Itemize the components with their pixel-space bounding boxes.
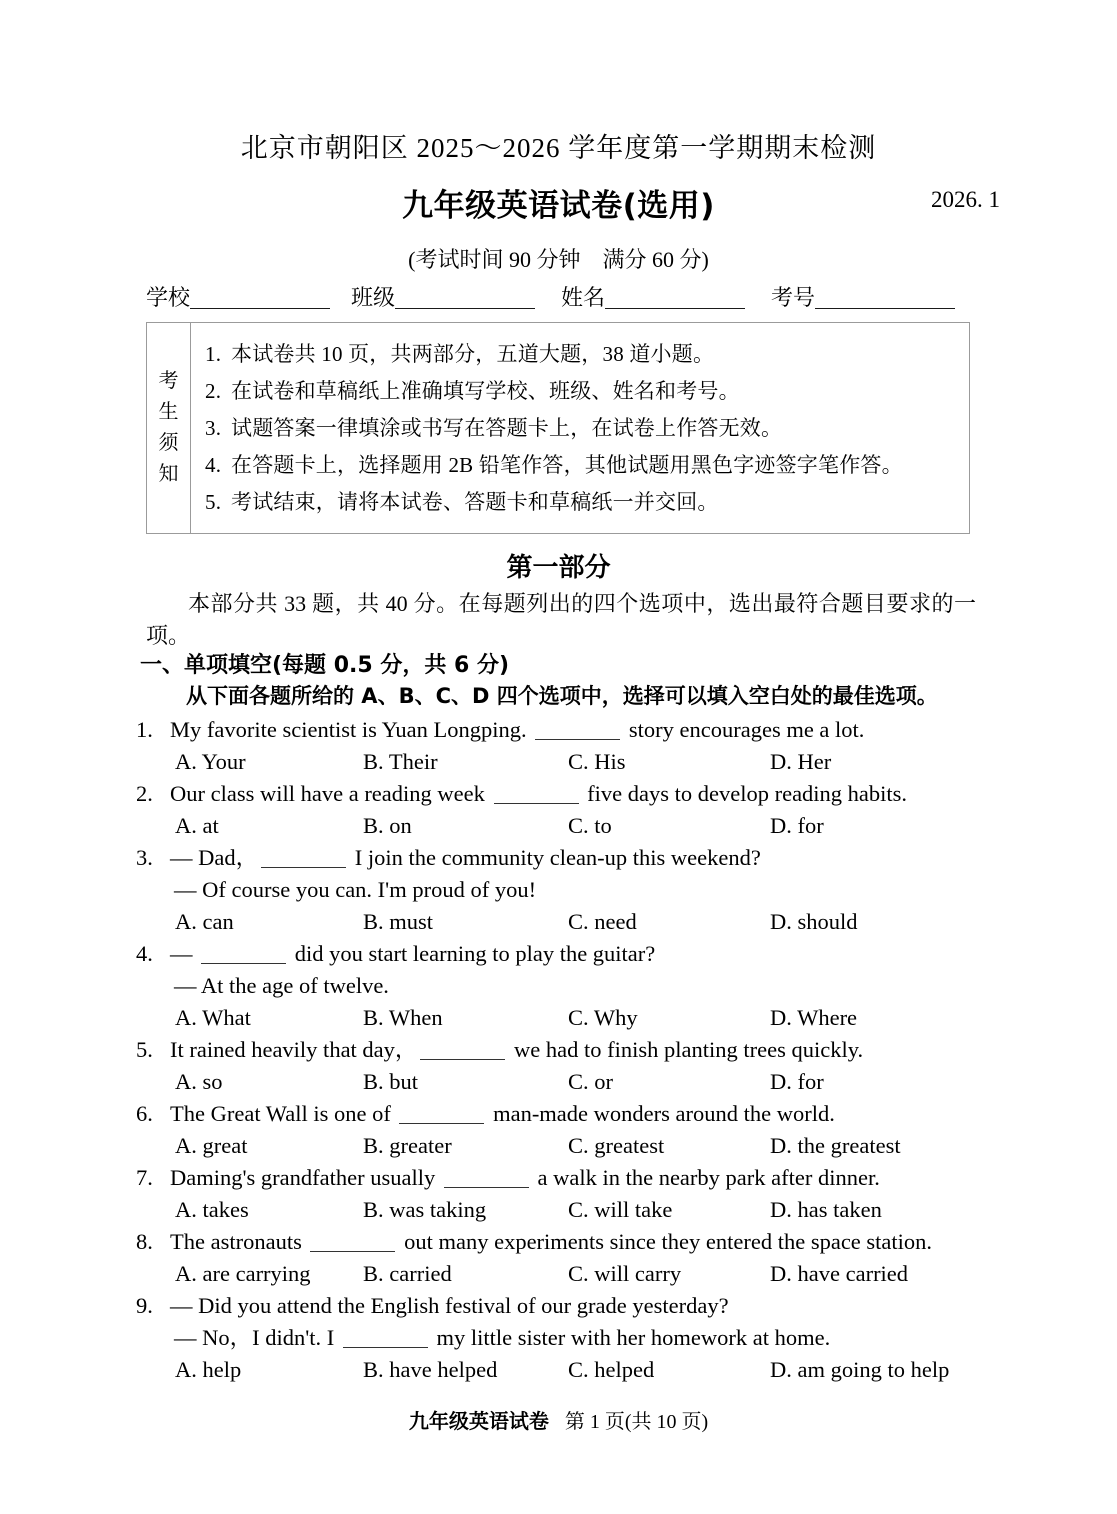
- question-option-c[interactable]: C. greatest: [568, 1133, 665, 1158]
- question-options-row: [136, 906, 996, 938]
- page-footer: [0, 1405, 1117, 1434]
- answer-blank[interactable]: [420, 1042, 505, 1060]
- question-stem: [170, 778, 907, 810]
- notice-item-number: 2.: [205, 379, 222, 403]
- question-number: 3.: [136, 845, 153, 870]
- question-option-a[interactable]: A. takes: [175, 1197, 249, 1222]
- question-text: — No，I didn't. I: [174, 1325, 340, 1350]
- footer-paper-title: 九年级英语试卷: [408, 1409, 549, 1433]
- question-option-c[interactable]: C. Why: [568, 1005, 638, 1030]
- question-option-b[interactable]: B. must: [363, 909, 434, 934]
- page-title: 北京市朝阳区 2025～2026 学年度第一学期期末检测: [240, 133, 877, 163]
- question-item: [136, 1226, 996, 1290]
- question-text: did you start learning to play the guitar?: [289, 941, 656, 966]
- question-text: story encourages me a lot.: [623, 717, 865, 742]
- question-options-row: [136, 1002, 996, 1034]
- question-text: my little sister with her homework at home.: [430, 1325, 831, 1350]
- notice-item: [205, 373, 959, 410]
- answer-blank[interactable]: [261, 850, 346, 868]
- question-option-d[interactable]: D. Where: [770, 1005, 858, 1030]
- question-number: 9.: [136, 1293, 153, 1318]
- question-option-a[interactable]: A. What: [175, 1005, 251, 1030]
- notice-label-char-0: 考: [158, 370, 179, 392]
- notice-item: [205, 484, 959, 521]
- question-line: [136, 938, 996, 970]
- question-option-d[interactable]: D. for: [770, 813, 824, 838]
- question-text: man-made wonders around the world.: [487, 1101, 835, 1126]
- notice-item-text: 试题答案一律填涂或书写在答题卡上，在试卷上作答无效。: [231, 416, 783, 440]
- notice-item: [205, 336, 959, 373]
- question-item: [136, 842, 996, 938]
- part-description: 本部分共 33 题，共 40 分。在每题列出的四个选项中，选出最符合题目要求的一项。: [146, 591, 976, 648]
- question-options-row: [136, 1130, 996, 1162]
- question-number: 6.: [136, 1101, 153, 1126]
- notice-label-char-2: 须: [158, 432, 179, 454]
- question-stem: [170, 1162, 880, 1194]
- student-info-field-0[interactable]: [146, 281, 330, 312]
- question-line: [136, 714, 996, 746]
- part-title: 第一部分: [506, 553, 611, 583]
- question-text: — Of course you can. I'm proud of you!: [174, 877, 537, 902]
- notice-item-text: 本试卷共 10 页，共两部分，五道大题，38 道小题。: [231, 342, 715, 366]
- question-continuation: [174, 1322, 830, 1354]
- question-text: — Did you attend the English festival of our grade yesterday?: [170, 1293, 729, 1318]
- question-number: 8.: [136, 1229, 153, 1254]
- question-stem: [170, 1290, 729, 1322]
- question-option-a[interactable]: A. at: [175, 813, 219, 838]
- notice-item-number: 4.: [205, 453, 222, 477]
- question-text: I join the community clean-up this weekend?: [349, 845, 761, 870]
- question-option-a[interactable]: A. great: [175, 1133, 248, 1158]
- answer-blank[interactable]: [399, 1106, 484, 1124]
- notice-item: [205, 447, 959, 484]
- student-info-label-0: 学校: [146, 285, 191, 310]
- question-continuation: [174, 874, 536, 906]
- question-option-b[interactable]: B. When: [363, 1005, 443, 1030]
- notice-item-number: 1.: [205, 342, 222, 366]
- question-option-d[interactable]: D. has taken: [770, 1197, 882, 1222]
- student-info-input-1[interactable]: [395, 288, 535, 309]
- question-item: [136, 938, 996, 1034]
- section-title: 一、单项填空(每题 0.5 分，共 6 分): [140, 653, 510, 678]
- question-line: [136, 842, 996, 874]
- student-info-label-2: 姓名: [561, 285, 606, 310]
- question-text: The Great Wall is one of: [170, 1101, 397, 1126]
- question-text: out many experiments since they entered the space station.: [398, 1229, 933, 1254]
- question-option-b[interactable]: B. on: [363, 813, 412, 838]
- question-options-row: [136, 1066, 996, 1098]
- answer-blank[interactable]: [535, 722, 620, 740]
- exam-meta: (考试时间 90 分钟 满分 60 分): [408, 247, 709, 272]
- question-number: 4.: [136, 941, 153, 966]
- question-line: [136, 1098, 996, 1130]
- question-line: [136, 1226, 996, 1258]
- question-option-c[interactable]: C. helped: [568, 1357, 655, 1382]
- question-option-a[interactable]: A. Your: [175, 749, 246, 774]
- answer-blank[interactable]: [343, 1330, 428, 1348]
- answer-blank[interactable]: [494, 786, 579, 804]
- question-line: [136, 1290, 996, 1322]
- section-description: 从下面各题所给的 A、B、C、D 四个选项中，选择可以填入空白处的最佳选项。: [186, 684, 938, 708]
- notice-label-char-3: 知: [158, 463, 179, 485]
- question-option-b[interactable]: B. carried: [363, 1261, 452, 1286]
- student-info-field-1[interactable]: [351, 281, 535, 312]
- question-option-c[interactable]: C. to: [568, 813, 612, 838]
- question-line: [136, 1322, 996, 1354]
- question-text: — At the age of twelve.: [174, 973, 389, 998]
- question-stem: [170, 1226, 932, 1258]
- exam-date: 2026. 1: [931, 187, 1000, 212]
- question-option-a[interactable]: A. are carrying: [175, 1261, 311, 1286]
- notice-item-text: 在答题卡上，选择题用 2B 铅笔作答，其他试题用黑色字迹签字笔作答。: [231, 453, 903, 477]
- question-option-c[interactable]: C. will carry: [568, 1261, 682, 1286]
- question-stem: [170, 1034, 863, 1066]
- question-continuation: [174, 970, 389, 1002]
- notice-label-char-1: 生: [158, 401, 179, 423]
- question-option-b[interactable]: B. but: [363, 1069, 419, 1094]
- question-text: The astronauts: [170, 1229, 308, 1254]
- question-options-row: [136, 1354, 996, 1386]
- question-number: 5.: [136, 1037, 153, 1062]
- candidate-notice-box: [146, 322, 970, 534]
- question-line: [136, 1034, 996, 1066]
- student-info-input-3[interactable]: [815, 288, 955, 309]
- question-text: My favorite scientist is Yuan Longping.: [170, 717, 533, 742]
- question-line: [136, 778, 996, 810]
- notice-item-number: 3.: [205, 416, 222, 440]
- notice-list: [191, 323, 969, 533]
- answer-blank[interactable]: [310, 1234, 395, 1252]
- question-line: [136, 1162, 996, 1194]
- question-option-d[interactable]: D. should: [770, 909, 858, 934]
- question-option-b[interactable]: B. was taking: [363, 1197, 487, 1222]
- question-option-a[interactable]: A. help: [175, 1357, 242, 1382]
- student-info-field-3[interactable]: [771, 281, 955, 312]
- notice-label: [147, 323, 191, 533]
- question-item: [136, 1098, 996, 1162]
- question-option-d[interactable]: D. the greatest: [770, 1133, 901, 1158]
- question-options-row: [136, 810, 996, 842]
- question-text: five days to develop reading habits.: [581, 781, 908, 806]
- question-option-d[interactable]: D. am going to help: [770, 1357, 950, 1382]
- student-info-field-2[interactable]: [561, 281, 745, 312]
- footer-page-info: 第 1 页(共 10 页): [564, 1411, 709, 1433]
- student-info-row: [146, 281, 976, 311]
- question-stem: [170, 842, 761, 874]
- notice-item-text: 考试结束，请将本试卷、答题卡和草稿纸一并交回。: [231, 490, 719, 514]
- question-item: [136, 778, 996, 842]
- question-text: a walk in the nearby park after dinner.: [531, 1165, 880, 1190]
- student-info-input-2[interactable]: [605, 288, 745, 309]
- question-text: Our class will have a reading week: [170, 781, 491, 806]
- student-info-label-1: 班级: [351, 285, 396, 310]
- question-stem: [170, 714, 864, 746]
- question-option-a[interactable]: A. can: [175, 909, 234, 934]
- question-option-c[interactable]: C. or: [568, 1069, 613, 1094]
- notice-item-text: 在试卷和草稿纸上准确填写学校、班级、姓名和考号。: [231, 379, 740, 403]
- question-stem: [170, 1098, 835, 1130]
- question-item: [136, 1290, 996, 1386]
- student-info-input-0[interactable]: [190, 288, 330, 309]
- question-line: [136, 874, 996, 906]
- answer-blank[interactable]: [444, 1170, 529, 1188]
- question-text: —: [170, 941, 199, 966]
- question-option-d[interactable]: D. Her: [770, 749, 832, 774]
- question-number: 1.: [136, 717, 153, 742]
- question-list: [136, 714, 996, 1386]
- question-options-row: [136, 746, 996, 778]
- question-item: [136, 714, 996, 778]
- question-option-d[interactable]: D. for: [770, 1069, 824, 1094]
- question-line: [136, 970, 996, 1002]
- question-option-c[interactable]: C. will take: [568, 1197, 673, 1222]
- notice-item: [205, 410, 959, 447]
- question-item: [136, 1162, 996, 1226]
- question-item: [136, 1034, 996, 1098]
- question-option-b[interactable]: B. Their: [363, 749, 438, 774]
- question-text: — Dad，: [170, 845, 259, 870]
- question-options-row: [136, 1194, 996, 1226]
- question-option-b[interactable]: B. have helped: [363, 1357, 498, 1382]
- subtitle-row: [0, 180, 1117, 222]
- answer-blank[interactable]: [201, 946, 286, 964]
- question-number: 7.: [136, 1165, 153, 1190]
- question-option-d[interactable]: D. have carried: [770, 1261, 909, 1286]
- question-text: we had to finish planting trees quickly.: [508, 1037, 864, 1062]
- question-number: 2.: [136, 781, 153, 806]
- question-option-a[interactable]: A. so: [175, 1069, 223, 1094]
- paper-subtitle: 九年级英语试卷(选用): [402, 188, 715, 224]
- question-option-c[interactable]: C. need: [568, 909, 637, 934]
- question-option-c[interactable]: C. His: [568, 749, 626, 774]
- notice-item-number: 5.: [205, 490, 222, 514]
- question-text: Daming's grandfather usually: [170, 1165, 441, 1190]
- student-info-label-3: 考号: [771, 285, 816, 310]
- question-stem: [170, 938, 655, 970]
- question-options-row: [136, 1258, 996, 1290]
- question-text: It rained heavily that day，: [170, 1037, 418, 1062]
- question-option-b[interactable]: B. greater: [363, 1133, 452, 1158]
